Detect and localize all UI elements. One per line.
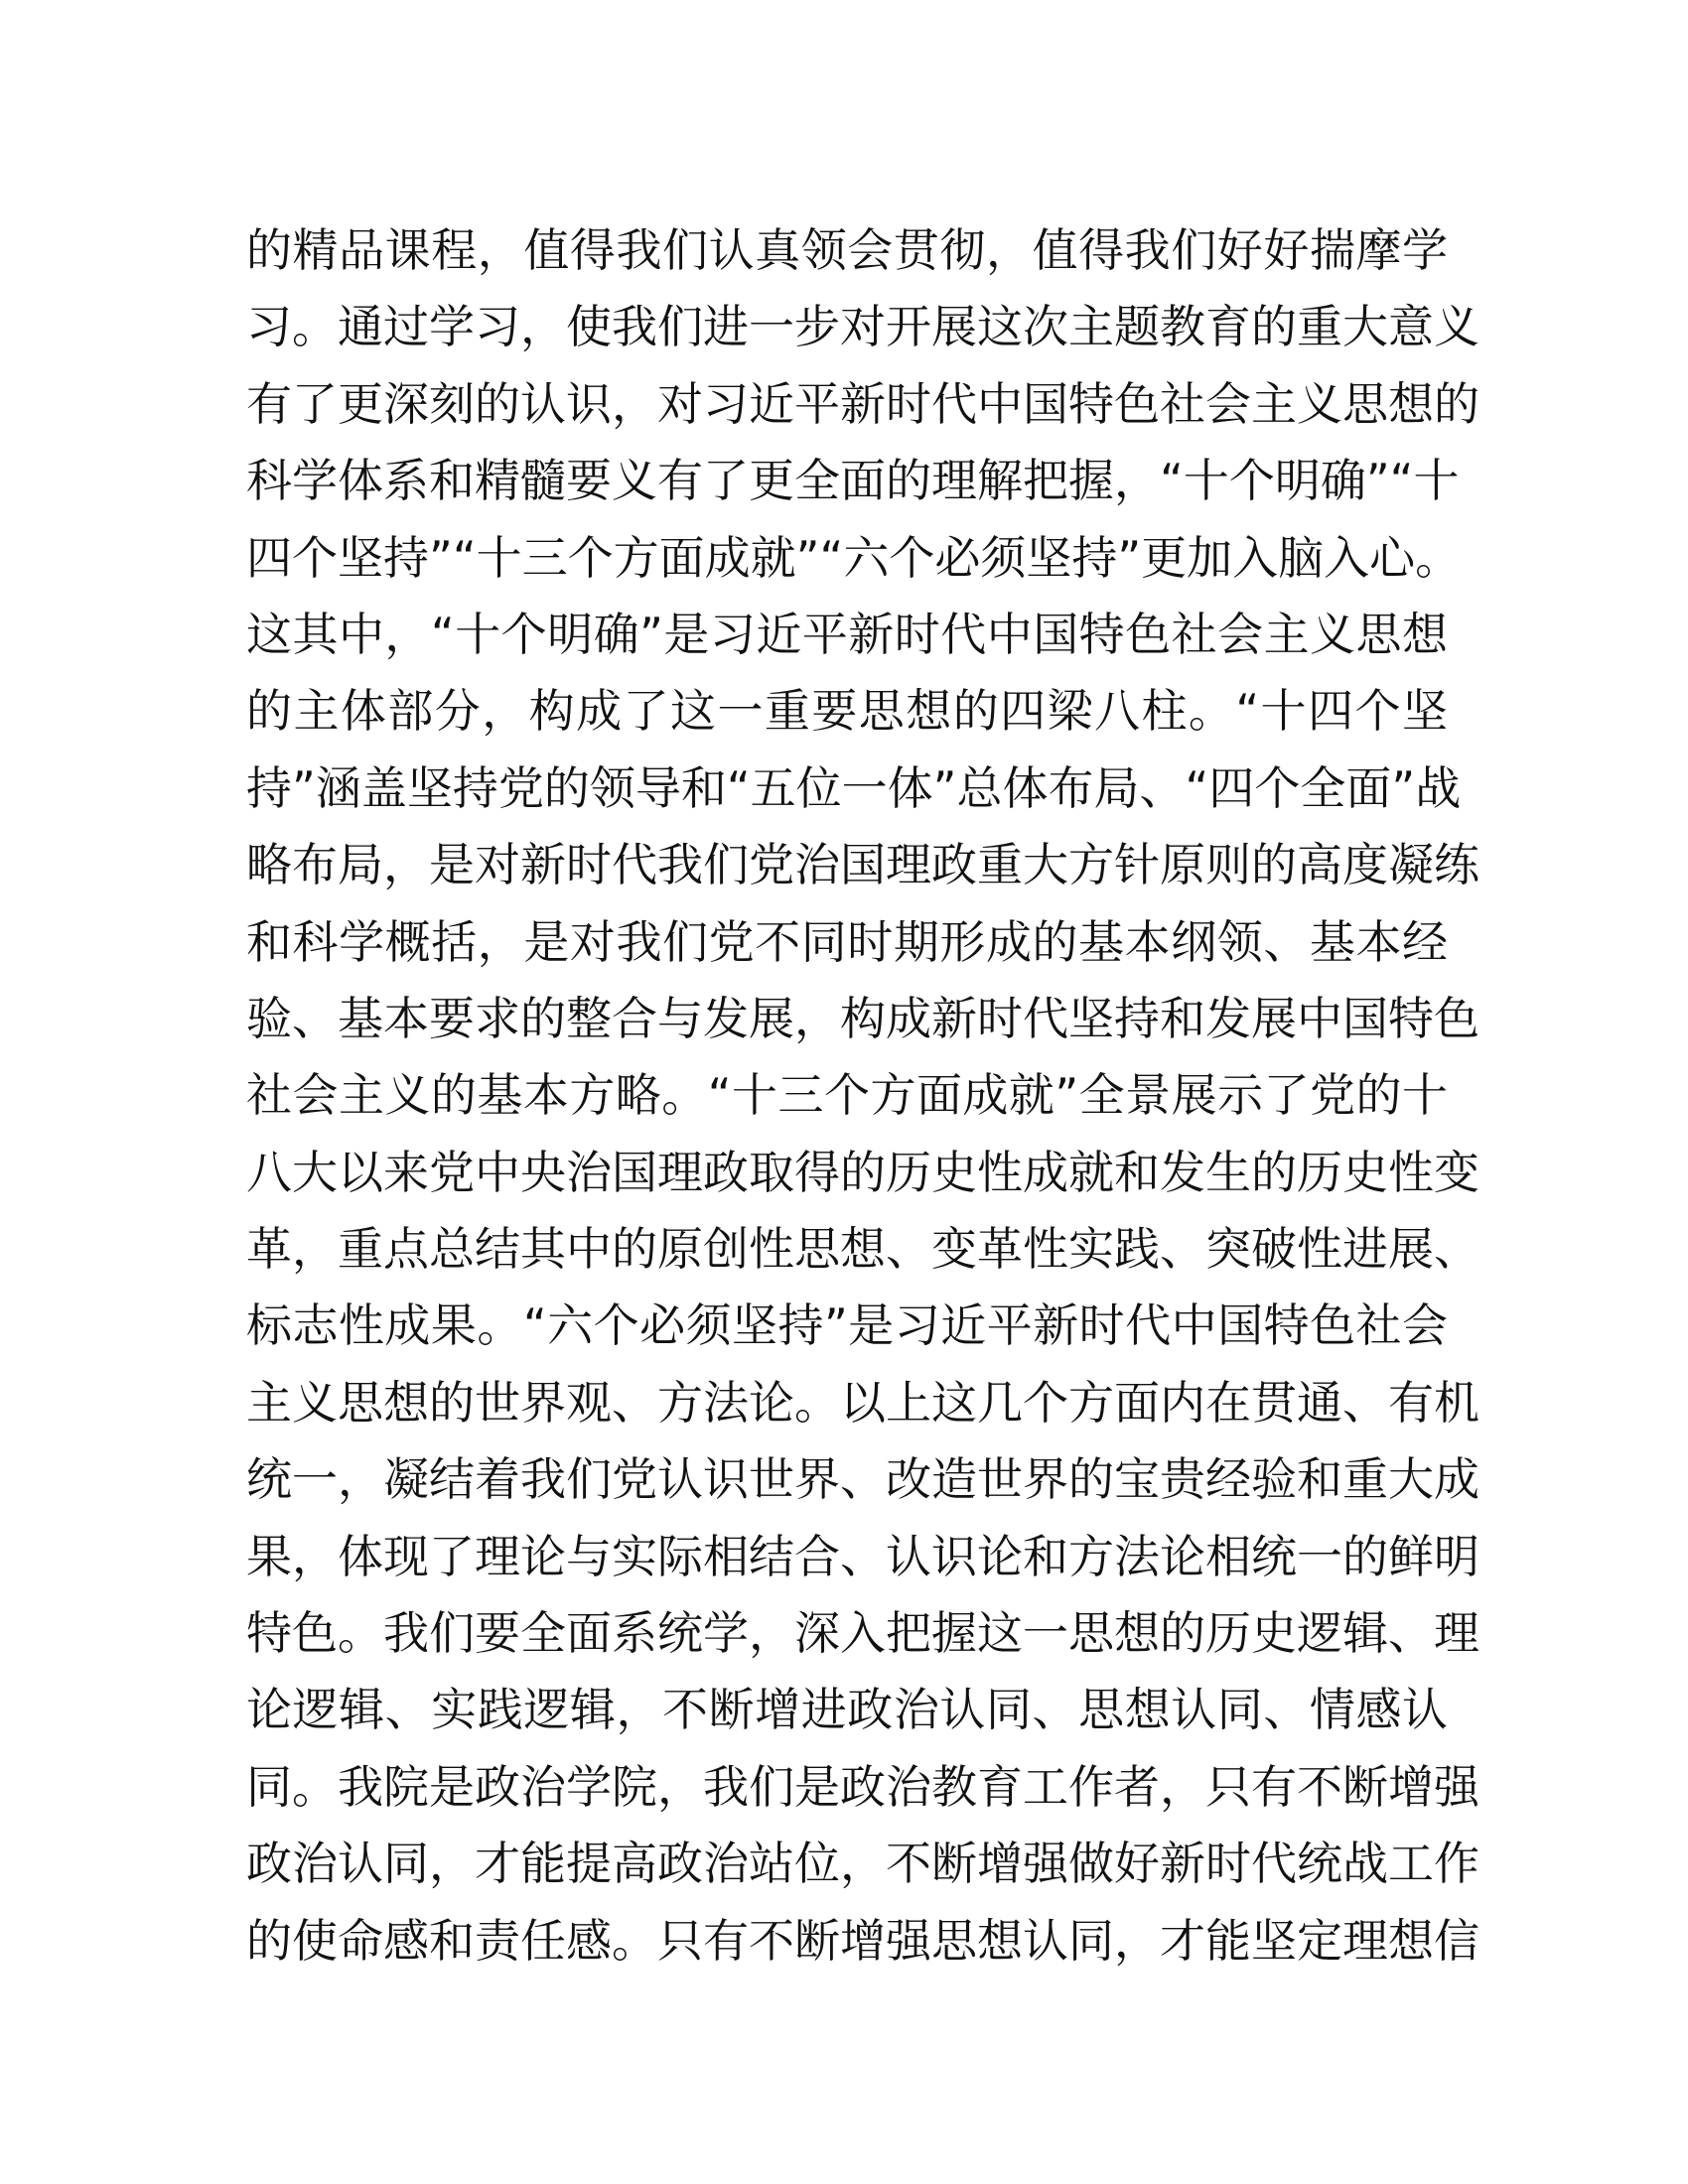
text-line-5: 四个坚持”“十三个方面成就”“六个必须坚持”更加入脑入心。 <box>246 530 1462 585</box>
text-line-20: 论逻辑、实践逻辑，不断增进政治认同、思想认同、情感认 <box>246 1683 1448 1737</box>
text-line-17: 统一，凝结着我们党认识世界、改造世界的宝贵经验和重大成 <box>246 1452 1479 1507</box>
text-line-7: 的主体部分，构成了这一重要思想的四梁八柱。“十四个坚 <box>246 684 1448 739</box>
text-line-13: 八大以来党中央治国理政取得的历史性成就和发生的历史性变 <box>246 1145 1479 1199</box>
text-line-8: 持”涵盖坚持党的领导和“五位一体”总体布局、“四个全面”战 <box>246 760 1462 815</box>
text-line-15: 标志性成果。“六个必须坚持”是习近平新时代中国特色社会 <box>246 1298 1448 1353</box>
text-line-1: 的精品课程，值得我们认真领会贯彻，值得我们好好揣摩学 <box>246 223 1448 277</box>
text-line-10: 和科学概括，是对我们党不同时期形成的基本纲领、基本经 <box>246 914 1448 969</box>
text-line-3: 有了更深刻的认识，对习近平新时代中国特色社会主义思想的 <box>246 376 1479 431</box>
text-line-21: 同。我院是政治学院，我们是政治教育工作者，只有不断增强 <box>246 1759 1479 1814</box>
text-line-23: 的使命感和责任感。只有不断增强思想认同，才能坚定理想信 <box>246 1913 1479 1968</box>
text-line-14: 革，重点总结其中的原创性思想、变革性实践、突破性进展、 <box>246 1222 1479 1277</box>
text-line-6: 这其中，“十个明确”是习近平新时代中国特色社会主义思想 <box>246 607 1448 661</box>
text-line-19: 特色。我们要全面系统学，深入把握这一思想的历史逻辑、理 <box>246 1606 1479 1661</box>
text-line-11: 验、基本要求的整合与发展，构成新时代坚持和发展中国特色 <box>246 991 1479 1045</box>
text-line-12: 社会主义的基本方略。“十三个方面成就”全景展示了党的十 <box>246 1068 1448 1123</box>
text-line-22: 政治认同，才能提高政治站位，不断增强做好新时代统战工作 <box>246 1837 1479 1891</box>
text-line-18: 果，体现了理论与实际相结合、认识论和方法论相统一的鲜明 <box>246 1529 1479 1583</box>
text-line-4: 科学体系和精髓要义有了更全面的理解把握，“十个明确”“十 <box>246 454 1460 508</box>
text-line-9: 略布局，是对新时代我们党治国理政重大方针原则的高度凝练 <box>246 838 1479 892</box>
body-text <box>246 212 1479 1979</box>
text-line-2: 习。通过学习，使我们进一步对开展这次主题教育的重大意义 <box>246 300 1479 354</box>
text-line-16: 主义思想的世界观、方法论。以上这几个方面内在贯通、有机 <box>246 1375 1479 1430</box>
